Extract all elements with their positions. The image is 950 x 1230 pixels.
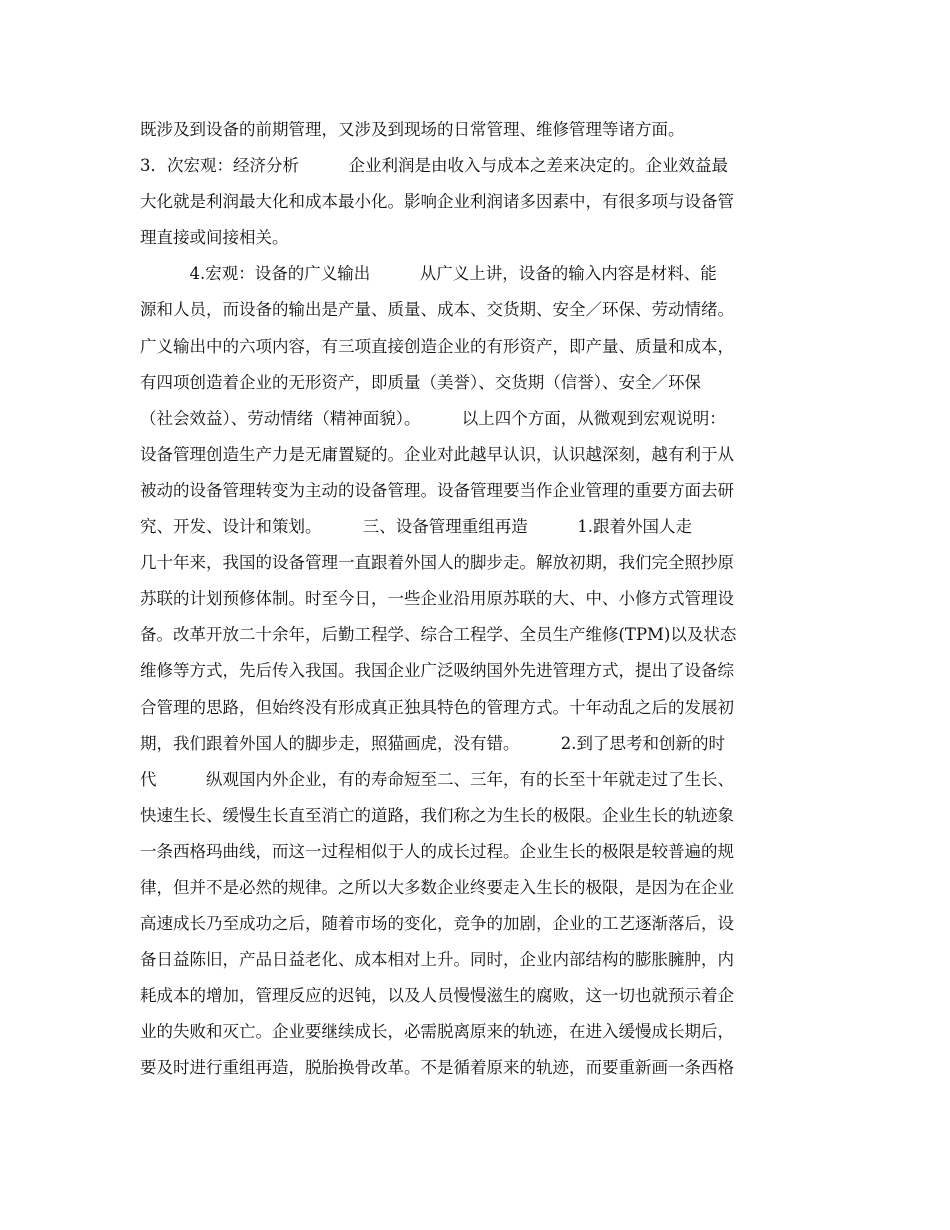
text-line: 3．次宏观：经济分析 企业利润是由收入与成本之差来决定的。企业效益最 [140,156,728,176]
text-line: 大化就是利润最大化和成本最小化。影响企业利润诸多因素中，有很多项与设备管 [140,192,734,212]
text-line: 广义输出中的六项内容，有三项直接创造企业的有形资产，即产量、质量和成本， [140,336,734,356]
body-text [140,112,820,1087]
text-line: 业的失败和灭亡。企业要继续成长，必需脱离原来的轨迹，在进入缓慢成长期后， [140,1022,734,1042]
text-line: （社会效益）、劳动情绪（精神面貌）。 以上四个方面，从微观到宏观说明： [140,408,726,428]
text-line: 究、开发、设计和策划。 三、设备管理重组再造 1.跟着外国人走 [140,517,692,537]
text-line: 代 纵观国内外企业，有的寿命短至二、三年，有的长至十年就走过了生长、 [140,769,734,789]
text-line: 有四项创造着企业的无形资产，即质量（美誉）、交货期（信誉）、安全／环保 [140,372,701,392]
text-line: 几十年来，我国的设备管理一直跟着外国人的脚步走。解放初期，我们完全照抄原 [140,553,734,573]
text-line: 一条西格玛曲线，而这一过程相似于人的成长过程。企业生长的极限是较普遍的规 [140,841,734,861]
text-line: 要及时进行重组再造，脱胎换骨改革。不是循着原来的轨迹，而要重新画一条西格 [140,1058,734,1078]
text-line: 备。改革开放二十余年，后勤工程学、综合工程学、全员生产维修(TPM)以及状态 [140,625,737,645]
text-line: 快速生长、缓慢生长直至消亡的道路，我们称之为生长的极限。企业生长的轨迹象 [140,805,734,825]
text-line: 维修等方式，先后传入我国。我国企业广泛吸纳国外先进管理方式，提出了设备综 [140,661,734,681]
text-line: 设备管理创造生产力是无庸置疑的。企业对此越早认识，认识越深刻，越有利于从 [140,444,734,464]
text-line: 律，但并不是必然的规律。之所以大多数企业终要走入生长的极限，是因为在企业 [140,877,734,897]
text-line: 4.宏观：设备的广义输出 从广义上讲，设备的输入内容是材料、能 [140,264,717,284]
text-line: 既涉及到设备的前期管理，又涉及到现场的日常管理、维修管理等诸方面。 [140,120,685,139]
text-line: 合管理的思路，但始终没有形成真正独具特色的管理方式。十年动乱之后的发展初 [140,697,734,717]
text-line: 高速成长乃至成功之后，随着市场的变化，竞争的加剧，企业的工艺逐渐落后，设 [140,914,734,934]
text-line: 理直接或间接相关。 [140,228,289,248]
text-line: 源和人员，而设备的输出是产量、质量、成本、交货期、安全／环保、劳动情绪。 [140,300,734,320]
text-line: 备日益陈旧，产品日益老化、成本相对上升。同时，企业内部结构的膨胀臃肿，内 [140,950,734,970]
text-line: 被动的设备管理转变为主动的设备管理。设备管理要当作企业管理的重要方面去研 [140,480,734,500]
text-line: 期，我们跟着外国人的脚步走，照猫画虎，没有错。 2.到了思考和创新的时 [140,733,725,753]
text-line: 苏联的计划预修体制。时至今日，一些企业沿用原苏联的大、中、小修方式管理设 [140,589,734,609]
text-line: 耗成本的增加，管理反应的迟钝，以及人员慢慢滋生的腐败，这一切也就预示着企 [140,986,734,1006]
